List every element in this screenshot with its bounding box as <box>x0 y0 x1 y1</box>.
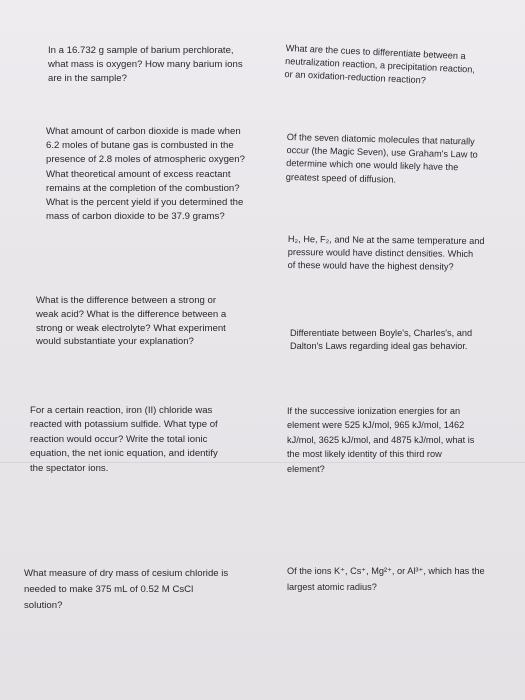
question-cesium-chloride-solution: What measure of dry mass of cesium chloride is needed to make 375 mL of 0.52 M CsCl solution? <box>24 568 229 611</box>
question-iron-chloride-reaction: For a certain reaction, iron (II) chloride was reacted with potassium sulfide. What type of reaction would occur? Write the total ionic equation, the net ionic equation, and identify the spectator ions. <box>30 405 218 474</box>
question-barium-perchlorate: In a 16.732 g sample of barium perchlorate, what mass is oxygen? How many barium ions are in the sample? <box>48 45 243 84</box>
question-butane-combustion: What amount of carbon dioxide is made when 6.2 moles of butane gas is combusted in the presence of 2.8 moles of atmospheric oxygen? What theoretical amount of excess reactant remains at the completion of the combustion? What is the percent yield if you determined the mass of carbon dioxide to be 37.9 grams? <box>46 126 245 223</box>
question-ionic-radius: Of the ions K⁺, Cs⁺, Mg²⁺, or Al³⁺, which has the largest atomic radius? <box>287 566 485 592</box>
question-gas-density: H₂, He, F₂, and Ne at the same temperature and pressure would have distinct densities. Which of these would have the highest density? <box>287 233 485 273</box>
question-grahams-law: Of the seven diatomic molecules that naturally occur (the Magic Seven), use Graham's Law to determine which one would likely have the greatest speed of diffusion. <box>285 131 478 185</box>
question-strong-weak-acid: What is the difference between a strong or weak acid? What is the difference between a strong or weak electrolyte? What experiment would substantiate your explanation? <box>36 295 227 348</box>
question-ionization-energies: If the successive ionization energies for an element were 525 kJ/mol, 965 kJ/mol, 1462 kJ/mol, 3625 kJ/mol, and 4875 kJ/mol, what is the most likely identity of this third row element? <box>287 406 475 474</box>
question-gas-laws: Differentiate between Boyle's, Charles's, and Dalton's Laws regarding ideal gas behavior. <box>290 328 473 352</box>
question-reaction-cues: What are the cues to differentiate between a neutralization reaction, a precipitation reaction, or an oxidation-reduction reaction? <box>284 42 476 86</box>
